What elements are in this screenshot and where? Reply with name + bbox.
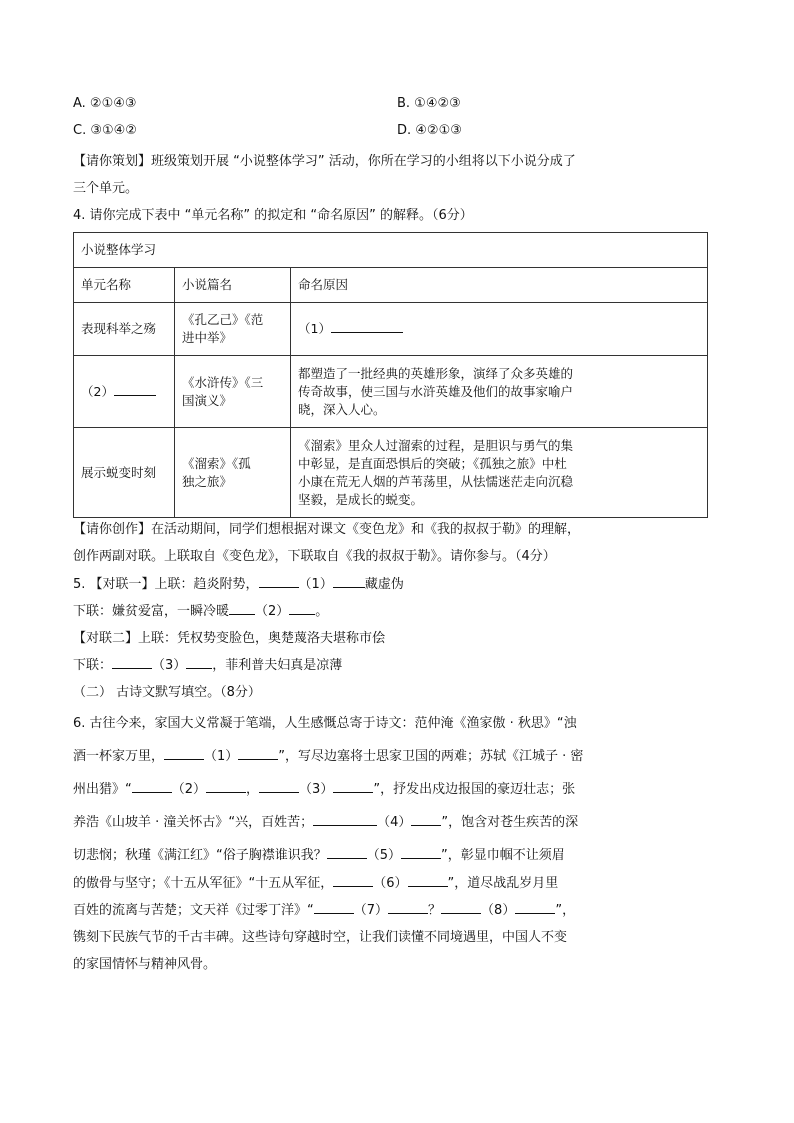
- blank-label: （5）: [366, 848, 402, 863]
- unit-name-cell: 展示蜕变时刻: [74, 428, 175, 518]
- blank-label: （2）: [255, 604, 290, 619]
- poem-text: ”，写尽边塞将士思家卫国的两难；苏轼《江城子 · 密: [278, 749, 584, 764]
- answer-blank-p4b[interactable]: [411, 813, 441, 826]
- blank-label: （3）: [152, 658, 187, 673]
- couplet-text: 。: [315, 604, 329, 619]
- blank-label: （8）: [481, 903, 516, 918]
- reason-line: 都塑造了一批经典的英雄形象，演绎了众多英雄的: [298, 365, 574, 381]
- unit-name-cell: 表现科举之殇: [74, 303, 175, 356]
- naming-reason-cell: [291, 428, 708, 518]
- answer-blank-c1[interactable]: [259, 575, 299, 588]
- header-naming-reason: 命名原因: [291, 268, 708, 303]
- poem-text: 的傲骨与坚守；《十五从军征》“十五从军征，: [73, 876, 334, 891]
- answer-blank-p5b[interactable]: [401, 846, 441, 859]
- plan-intro-line-1: 【请你策划】班级策划开展 “小说整体学习” 活动，你所在学习的小组将以下小说分成了: [73, 154, 576, 169]
- q6-line-1: 6. 古往今来，家国大义常凝于笔端，人生感慨总寄于诗文：范仲淹《渔家傲 · 秋思》“浊: [73, 716, 577, 731]
- couplet-text: 5. 【对联一】上联：趋炎附势，: [73, 577, 259, 592]
- novel-titles-line: 国演义》: [182, 392, 233, 408]
- couplet-text: 藏虚伪: [364, 577, 404, 592]
- q6-line-4: [73, 811, 578, 830]
- q6-line-5: [73, 844, 565, 863]
- answer-blank-p5[interactable]: [327, 846, 367, 859]
- novel-titles-cell: [175, 356, 291, 428]
- table-row: [74, 428, 708, 518]
- couplet-2-lower: [73, 654, 342, 673]
- poem-text: ”，抒发出戍边报国的豪迈壮志；张: [373, 782, 576, 797]
- answer-blank-p8b[interactable]: [515, 901, 555, 914]
- poem-text: ”，饱含对苍生疾苦的深: [441, 815, 579, 830]
- couplet-1-upper: [73, 573, 404, 592]
- q6-line-8: 镌刻下民族气节的千古丰碑。这些诗句穿越时空，让我们读懂不同境遇里，中国人不变: [73, 930, 568, 945]
- naming-reason-cell: [291, 356, 708, 428]
- q6-line-3: [73, 778, 575, 797]
- blank-label: （3）: [299, 782, 334, 797]
- answer-blank-p2[interactable]: [132, 780, 172, 793]
- option-c: C. ③①④②: [73, 123, 137, 138]
- reason-line: 小康在荒无人烟的芦苇荡里，从怯懦迷茫走向沉稳: [298, 473, 574, 489]
- answer-blank-c2b[interactable]: [289, 602, 315, 615]
- novel-titles-line: 《水浒传》《三: [182, 374, 264, 390]
- novel-titles-cell: [175, 428, 291, 518]
- blank-label: （6）: [373, 876, 408, 891]
- reason-line: 传奇故事，使三国与水浒英雄及他们的故事家喻户: [298, 383, 574, 399]
- blank-label: （1）: [298, 577, 333, 592]
- answer-blank-c2[interactable]: [229, 602, 255, 615]
- table-row: [74, 356, 708, 428]
- novel-titles-line: 《孔乙己》《范: [182, 312, 264, 327]
- blank-label: （2）: [171, 782, 207, 797]
- poem-text: 州出猎》“: [73, 782, 132, 797]
- q6-line-2: [73, 745, 583, 764]
- answer-blank-1[interactable]: [331, 320, 403, 333]
- answer-blank-c3b[interactable]: [186, 656, 212, 669]
- reason-line: 《溜索》里众人过溜索的过程，是胆识与勇气的集: [298, 437, 574, 453]
- unit-name-cell: [74, 356, 175, 428]
- couplet-text: 下联：: [73, 658, 113, 673]
- option-b: B. ①④②③: [397, 96, 461, 111]
- create-intro-line-1: 【请你创作】在活动期间，同学们想根据对课文《变色龙》和《我的叔叔于勒》的理解，: [73, 522, 581, 537]
- reason-line: 晓，深入人心。: [298, 401, 386, 417]
- poem-text: ”，彰显巾帼不让须眉: [441, 848, 565, 863]
- header-novel-titles: 小说篇名: [175, 268, 291, 303]
- reason-line: 中彰显，是直面恐惧后的突破；《孤独之旅》中杜: [298, 455, 567, 471]
- q6-line-7: [73, 899, 575, 918]
- answer-blank-c3[interactable]: [112, 656, 152, 669]
- blank-label: （4）: [377, 815, 412, 830]
- poem-text: 百姓的流离与苦楚；文天祥《过零丁洋》“: [73, 903, 314, 918]
- novel-titles-line: 进中举》: [182, 330, 233, 345]
- answer-blank-p6[interactable]: [333, 874, 373, 887]
- novel-titles-cell: [175, 303, 291, 356]
- novel-study-table: [73, 232, 708, 518]
- naming-reason-cell: [291, 303, 708, 356]
- answer-blank-p2b[interactable]: [206, 780, 246, 793]
- couplet-text: ，菲利普夫妇真是凉薄: [212, 658, 343, 673]
- poem-text: 酒一杯家万里，: [73, 749, 165, 764]
- blank-label: （1）: [298, 321, 331, 336]
- couplet-1-lower: [73, 600, 328, 619]
- answer-blank-c1b[interactable]: [333, 575, 365, 588]
- option-d: D. ④②①③: [397, 123, 462, 138]
- poem-text: 养浩《山坡羊 · 潼关怀古》“兴，百姓苦；: [73, 815, 314, 830]
- couplet-2-upper: 【对联二】上联：凭权势变脸色，奥楚蔑洛夫堪称市侩: [73, 631, 386, 646]
- poem-text: ”，: [555, 903, 576, 918]
- create-intro-line-2: 创作两副对联。上联取自《变色龙》，下联取自《我的叔叔于勒》。请你参与。（4分）: [73, 549, 556, 564]
- plan-intro-line-2: 三个单元。: [73, 181, 139, 196]
- option-a: A. ②①④③: [73, 96, 137, 111]
- novel-titles-line: 独之旅》: [182, 473, 233, 489]
- answer-blank-p1b[interactable]: [238, 747, 278, 760]
- question-4-prompt: 4. 请你完成下表中 “单元名称” 的拟定和 “命名原因” 的解释。（6分）: [73, 208, 473, 223]
- novel-titles-line: 《溜索》《孤: [182, 455, 251, 471]
- q6-line-6: [73, 872, 558, 891]
- answer-blank-p4[interactable]: [313, 813, 377, 826]
- answer-blank-p3b[interactable]: [333, 780, 373, 793]
- poem-text: ，: [246, 782, 260, 797]
- q6-line-9: 的家国情怀与精神风骨。: [73, 957, 217, 972]
- table-row: [74, 303, 708, 356]
- answer-blank-2[interactable]: [114, 383, 156, 396]
- blank-label: （2）: [81, 383, 114, 399]
- answer-blank-p7b[interactable]: [388, 901, 428, 914]
- section-2-heading: （二） 古诗文默写填空。（8分）: [73, 685, 261, 700]
- answer-blank-p7[interactable]: [314, 901, 354, 914]
- poem-text: ？: [428, 903, 442, 918]
- answer-blank-p1[interactable]: [164, 747, 204, 760]
- answer-blank-p6b[interactable]: [408, 874, 448, 887]
- blank-label: （7）: [353, 903, 389, 918]
- table-title: 小说整体学习: [74, 233, 708, 268]
- reason-line: 坚毅，是成长的蜕变。: [298, 491, 424, 507]
- poem-text: ”，道尽战乱岁月里: [447, 876, 559, 891]
- answer-blank-p8[interactable]: [441, 901, 481, 914]
- header-unit-name: 单元名称: [74, 268, 175, 303]
- couplet-text: 下联：嫌贫爱富，一瞬冷暖: [73, 604, 230, 619]
- poem-text: 切悲悯；秋瑾《满江红》“俗子胸襟谁识我？: [73, 848, 327, 863]
- blank-label: （1）: [204, 749, 239, 764]
- answer-blank-p3[interactable]: [259, 780, 299, 793]
